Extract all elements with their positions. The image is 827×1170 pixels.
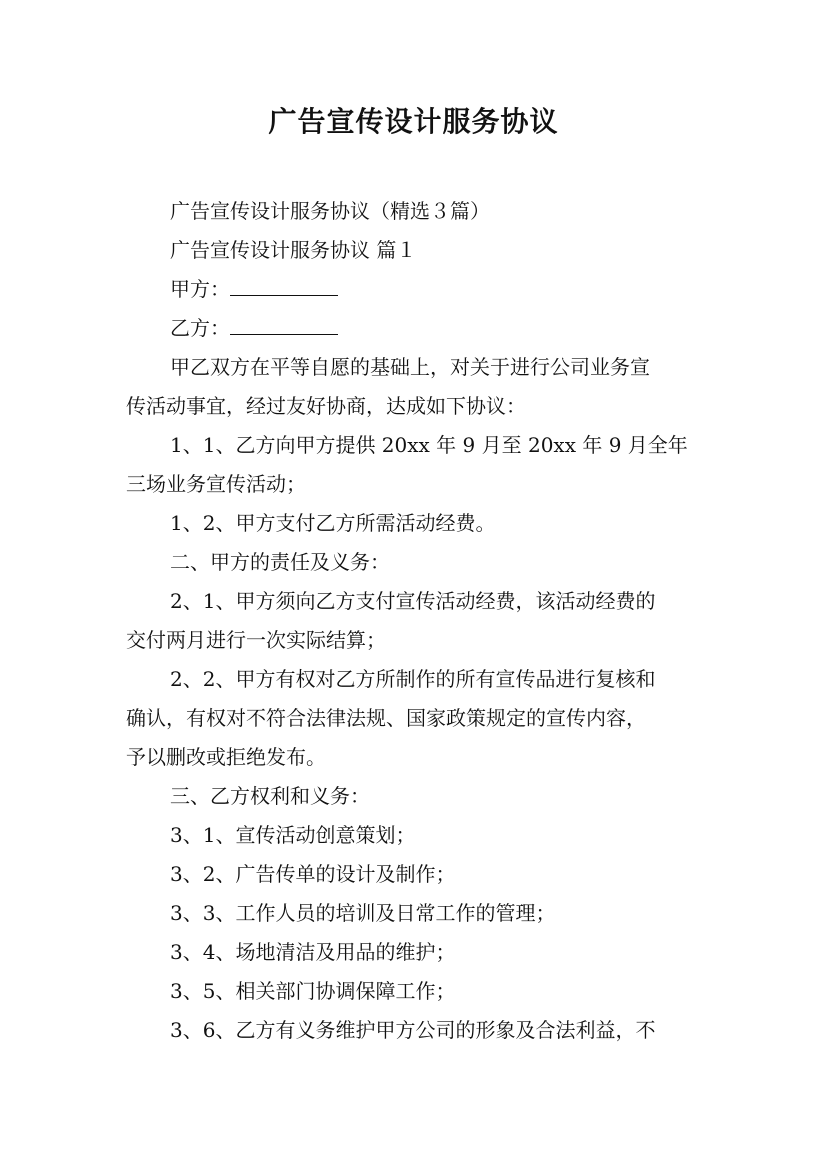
paragraph-line: 三场业务宣传活动； <box>126 472 306 496</box>
paragraph-line: 3、3、工作人员的培训及日常工作的管理； <box>170 901 556 925</box>
paragraph-line: 交付两月进行一次实际结算； <box>126 628 386 652</box>
section-heading: 二、甲方的责任及义务： <box>170 550 390 574</box>
paragraph-line: 1、1、乙方向甲方提供 20xx 年 9 月至 20xx 年 9 月全年 <box>170 433 688 457</box>
party-b-label: 乙方： <box>170 316 230 340</box>
paragraph-line: 2、2、甲方有权对乙方所制作的所有宣传品进行复核和 <box>170 667 656 691</box>
section-heading: 广告宣传设计服务协议 篇１ <box>170 238 417 262</box>
party-b-blank <box>230 316 338 335</box>
section-heading: 三、乙方权利和义务： <box>170 784 370 808</box>
paragraph-line: 3、4、场地清洁及用品的维护； <box>170 940 456 964</box>
party-a-label: 甲方： <box>170 277 230 301</box>
party-a-blank <box>230 277 338 296</box>
paragraph-line: 3、1、宣传活动创意策划； <box>170 823 416 847</box>
paragraph-line: 确认，有权对不符合法律法规、国家政策规定的宣传内容， <box>126 706 646 730</box>
party-a-line <box>170 277 338 301</box>
paragraph-line: 3、2、广告传单的设计及制作； <box>170 862 456 886</box>
paragraph-line: 予以删改或拒绝发布。 <box>126 745 326 769</box>
paragraph-line: 3、6、乙方有义务维护甲方公司的形象及合法利益，不 <box>170 1018 656 1042</box>
party-b-line <box>170 316 338 340</box>
subtitle-line: 广告宣传设计服务协议（精选３篇） <box>170 199 490 223</box>
paragraph-line: 传活动事宜，经过友好协商，达成如下协议： <box>126 394 526 418</box>
paragraph-line: 3、5、相关部门协调保障工作； <box>170 979 456 1003</box>
paragraph-line: 甲乙双方在平等自愿的基础上，对关于进行公司业务宣 <box>170 355 650 379</box>
document-title: 广告宣传设计服务协议 <box>268 105 559 138</box>
paragraph-line: 2、1、甲方须向乙方支付宣传活动经费，该活动经费的 <box>170 589 656 613</box>
paragraph-line: 1、2、甲方支付乙方所需活动经费。 <box>170 511 496 535</box>
